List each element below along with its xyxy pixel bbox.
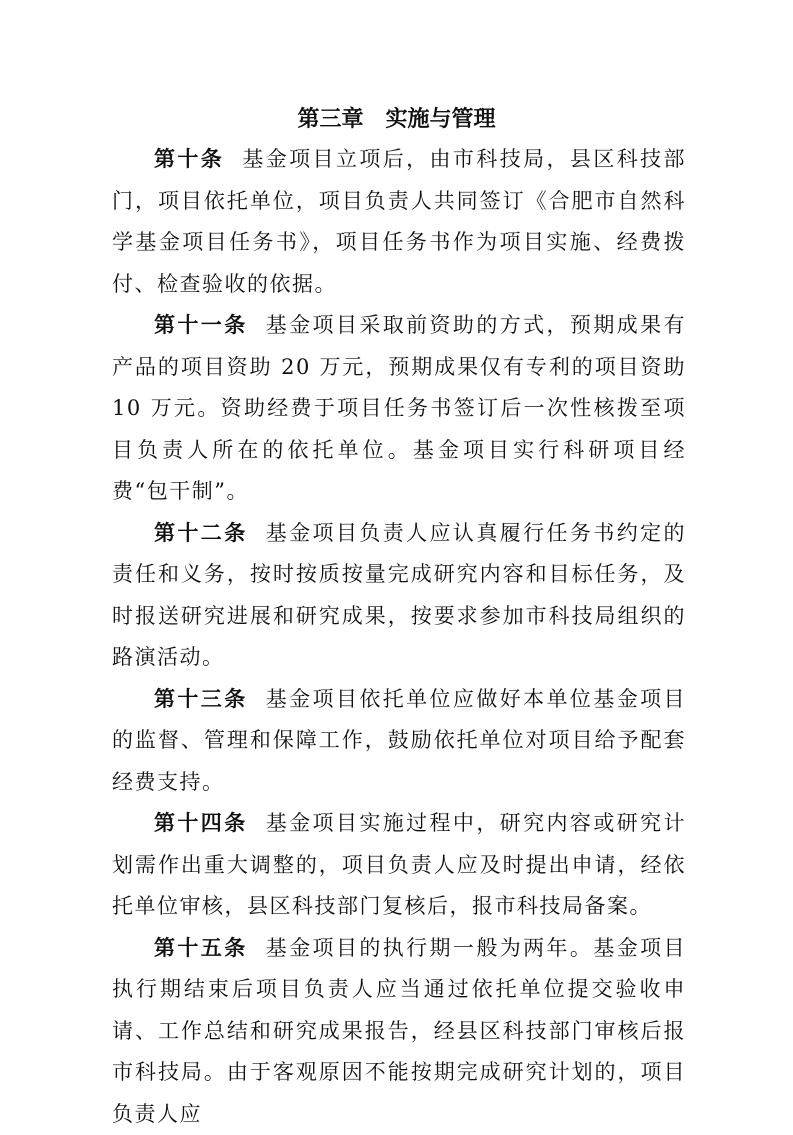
article-10 [112,139,686,305]
article-12 [112,513,686,679]
article-text: 基金项目采取前资助的方式，预期成果有产品的项目资助 20 万元，预期成果仅有专利的项目资助 10 万元。资助经费于项目任务书签订后一次性核拨至项目负责人所在的依托单位。基金项目实行科研项目经费“包干制”。 [112,313,686,503]
article-number: 第十四条 [154,811,248,835]
article-number: 第十一条 [154,313,248,337]
article-11 [112,305,686,513]
article-15 [112,928,686,1135]
article-number: 第十三条 [154,687,248,711]
document-body [112,139,686,1135]
article-14 [112,803,686,928]
article-number: 第十五条 [154,936,248,960]
chapter-title: 第三章 实施与管理 [0,103,793,137]
article-text: 基金项目负责人应认真履行任务书约定的责任和义务，按时按质按量完成研究内容和目标任务，及时报送研究进展和研究成果，按要求参加市科技局组织的路演活动。 [112,521,686,670]
article-text: 基金项目的执行期一般为两年。基金项目执行期结束后项目负责人应当通过依托单位提交验收申请、工作总结和研究成果报告，经县区科技部门审核后报市科技局。由于客观原因不能按期完成研究计划的，项目负责人应 [112,936,686,1126]
article-text: 基金项目依托单位应做好本单位基金项目的监督、管理和保障工作，鼓励依托单位对项目给予配套经费支持。 [112,687,686,794]
article-number: 第十条 [154,147,224,171]
article-number: 第十二条 [154,521,248,545]
article-13 [112,679,686,804]
article-text: 基金项目实施过程中，研究内容或研究计划需作出重大调整的，项目负责人应及时提出申请，经依托单位审核，县区科技部门复核后，报市科技局备案。 [112,811,686,918]
article-text: 基金项目立项后，由市科技局，县区科技部门，项目依托单位，项目负责人共同签订《合肥市自然科学基金项目任务书》，项目任务书作为项目实施、经费拨付、检查验收的依据。 [112,147,686,296]
